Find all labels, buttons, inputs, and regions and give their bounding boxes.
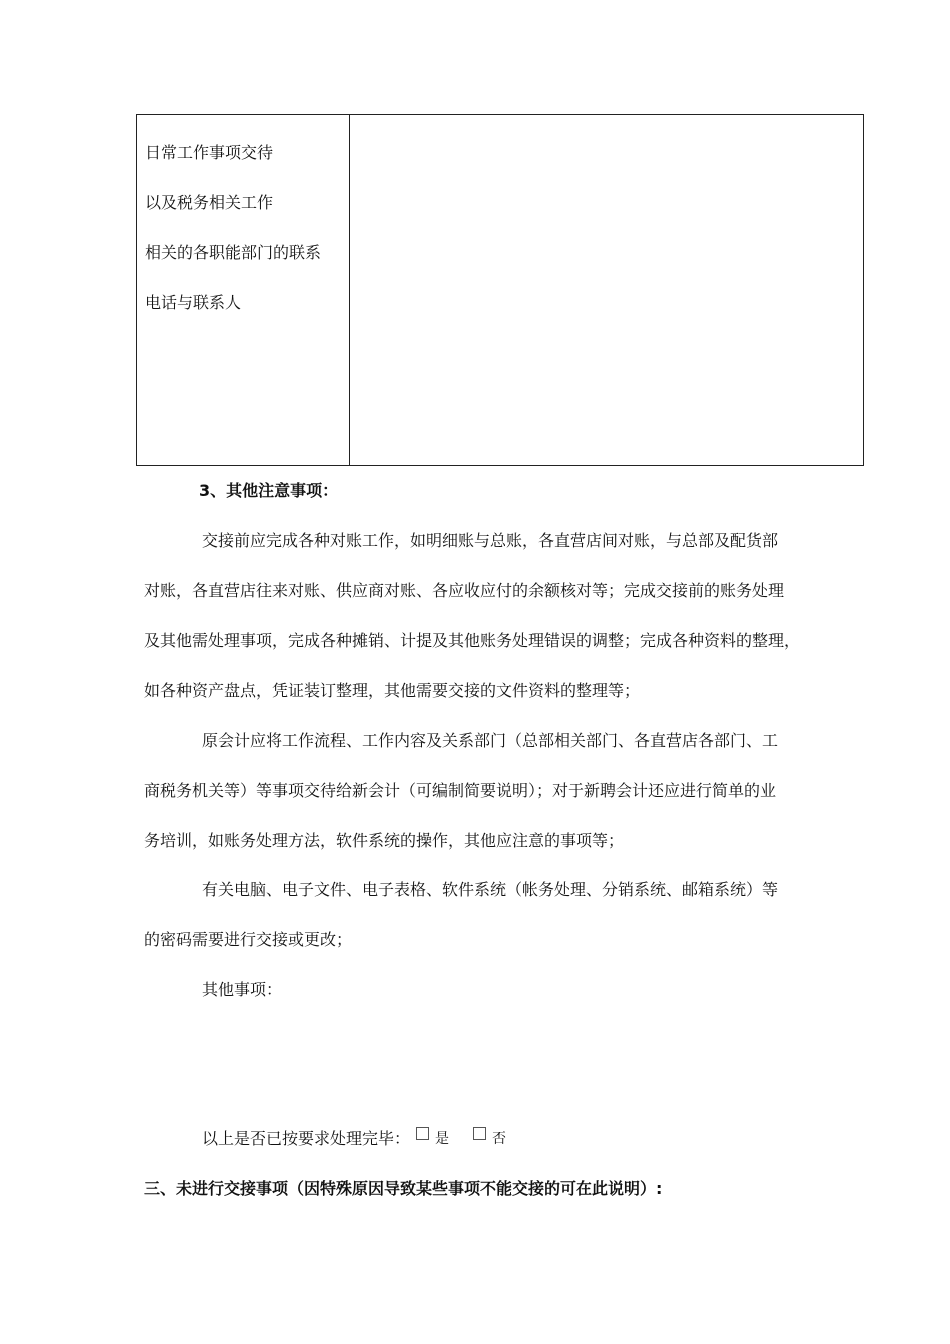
paragraph-line: 及其他需处理事项，完成各种摊销、计提及其他账务处理错误的调整；完成各种资料的整理，	[144, 631, 801, 650]
option-yes[interactable]	[416, 1128, 449, 1148]
handover-table	[136, 114, 864, 466]
paragraph-line: 对账，各直营店往来对账、供应商对账、各应收应付的余额核对等；完成交接前的账务处理	[144, 581, 785, 600]
completion-confirm-row	[202, 1126, 506, 1149]
option-no-label: 否	[492, 1130, 507, 1147]
label-line: 以及税务相关工作	[145, 193, 274, 212]
other-matters-label: 其他事项：	[202, 980, 283, 999]
label-line: 电话与联系人	[145, 293, 242, 312]
paragraph-line: 如各种资产盘点，凭证装订整理，其他需要交接的文件资料的整理等；	[144, 681, 641, 700]
section-three-heading: 三、未进行交接事项（因特殊原因导致某些事项不能交接的可在此说明）:	[144, 1179, 663, 1198]
table-label-cell	[137, 115, 350, 465]
option-yes-label: 是	[435, 1130, 450, 1147]
label-line: 相关的各职能部门的联系	[145, 243, 322, 262]
paragraph-line: 交接前应完成各种对账工作，如明细账与总账，各直营店间对账，与总部及配货部	[202, 531, 779, 550]
paragraph-line: 商税务机关等）等事项交待给新会计（可编制简要说明）；对于新聘会计还应进行简单的业	[144, 781, 777, 800]
paragraph-line: 有关电脑、电子文件、电子表格、软件系统（帐务处理、分销系统、邮箱系统）等	[202, 880, 779, 899]
label-line: 日常工作事项交待	[145, 143, 274, 162]
confirm-label: 以上是否已按要求处理完毕：	[202, 1129, 411, 1148]
paragraph-line: 的密码需要进行交接或更改；	[144, 930, 353, 949]
paragraph-line: 原会计应将工作流程、工作内容及关系部门（总部相关部门、各直营店各部门、工	[202, 731, 779, 750]
paragraph-line: 务培训，如账务处理方法，软件系统的操作，其他应注意的事项等；	[144, 831, 625, 850]
option-no[interactable]	[473, 1128, 506, 1148]
checkbox-icon[interactable]	[416, 1127, 429, 1140]
checkbox-icon[interactable]	[473, 1127, 486, 1140]
table-content-cell[interactable]	[350, 115, 863, 465]
section-3-heading: 3、其他注意事项：	[199, 481, 339, 500]
